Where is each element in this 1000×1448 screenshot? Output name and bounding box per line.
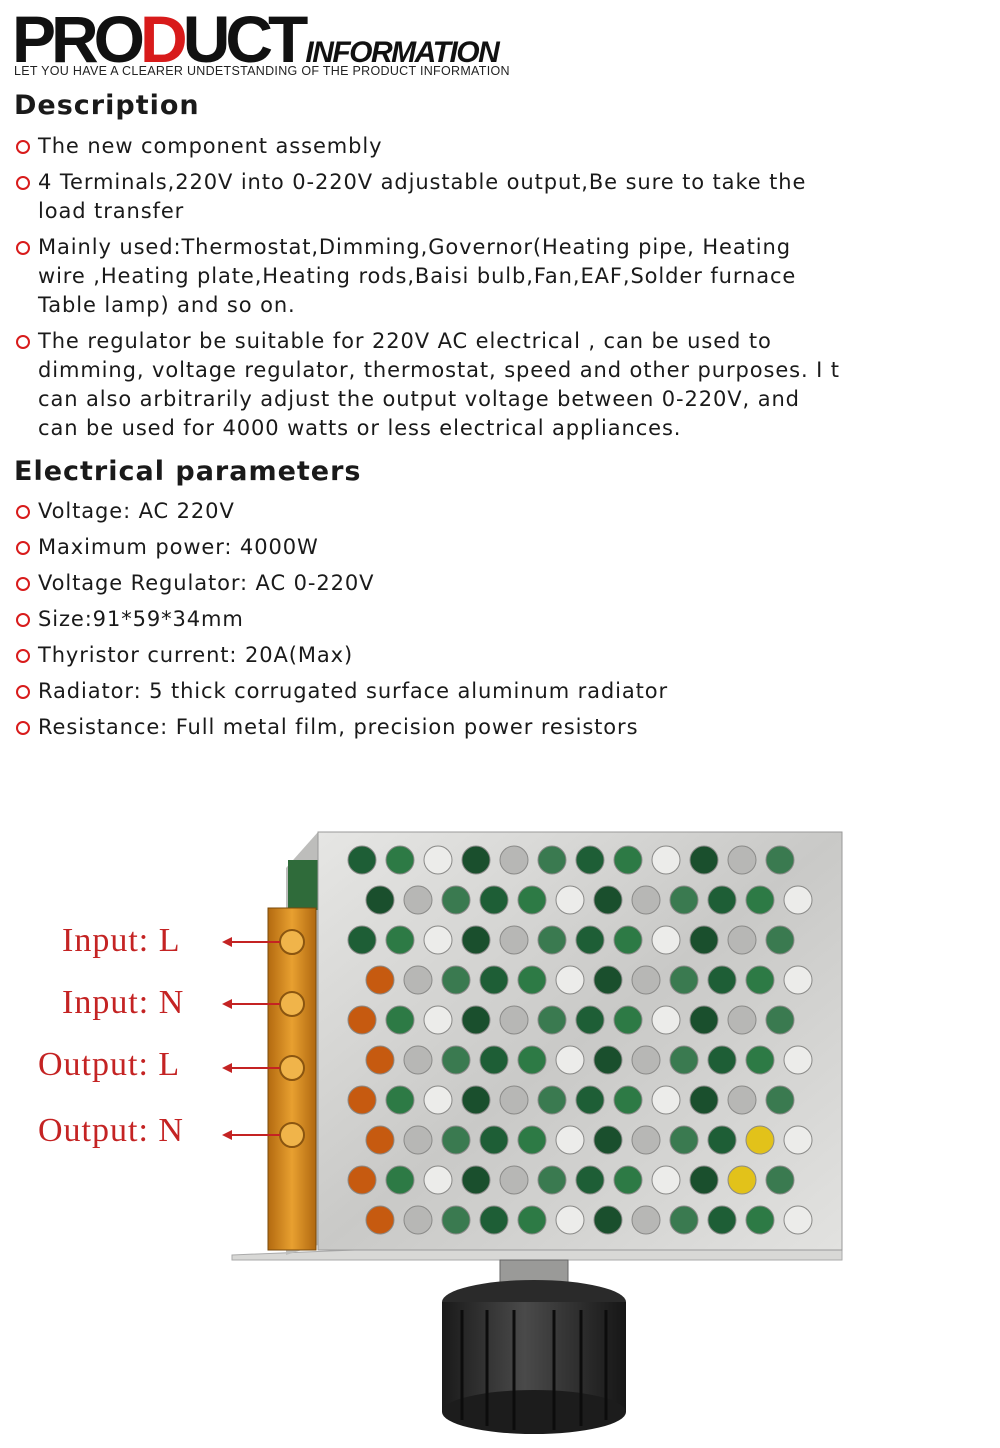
bullet-circle-icon xyxy=(16,505,30,519)
vent-hole xyxy=(404,1046,432,1074)
vent-hole xyxy=(576,846,604,874)
vent-hole xyxy=(690,1166,718,1194)
vent-hole xyxy=(366,1206,394,1234)
vent-hole xyxy=(518,886,546,914)
bullet-circle-icon xyxy=(16,140,30,154)
vent-hole xyxy=(652,926,680,954)
vent-hole xyxy=(480,1126,508,1154)
pcb-edge xyxy=(288,860,318,910)
bullet-circle-icon xyxy=(16,685,30,699)
vent-hole xyxy=(424,846,452,874)
vent-hole xyxy=(746,886,774,914)
description-item xyxy=(14,233,844,320)
terminal-screw xyxy=(280,992,304,1016)
knob-bottom xyxy=(442,1390,626,1434)
vent-hole xyxy=(766,926,794,954)
vent-hole xyxy=(746,1206,774,1234)
arrow-head-icon xyxy=(222,999,232,1009)
vent-hole xyxy=(348,846,376,874)
vent-hole xyxy=(670,886,698,914)
brand-subword: INFORMATION xyxy=(305,36,499,69)
vent-hole xyxy=(538,1086,566,1114)
vent-hole xyxy=(652,846,680,874)
description-item-text: Mainly used:Thermostat,Dimming,Governor(Heating pipe, Heating wire ,Heating plate,Heating rods,Baisi bulb,Fan,EAF,Solder furnace Table lamp) and so on. xyxy=(38,235,797,317)
terminal-label-output-n: Output: N xyxy=(38,1112,184,1149)
vent-hole xyxy=(442,1046,470,1074)
vent-hole xyxy=(614,1006,642,1034)
vent-hole xyxy=(614,926,642,954)
vent-hole xyxy=(518,1046,546,1074)
vent-hole xyxy=(670,1046,698,1074)
vent-hole xyxy=(652,1166,680,1194)
parameter-item xyxy=(14,713,844,742)
vent-hole xyxy=(462,1086,490,1114)
vent-hole xyxy=(462,926,490,954)
vent-hole xyxy=(404,1206,432,1234)
vent-hole xyxy=(386,1086,414,1114)
vent-hole xyxy=(708,1126,736,1154)
vent-hole xyxy=(500,926,528,954)
bullet-circle-icon xyxy=(16,649,30,663)
vent-hole xyxy=(500,1006,528,1034)
terminal-screw xyxy=(280,1056,304,1080)
bullet-circle-icon xyxy=(16,577,30,591)
vent-hole xyxy=(576,1006,604,1034)
vent-hole xyxy=(518,966,546,994)
vent-hole xyxy=(518,1206,546,1234)
vent-hole xyxy=(500,1166,528,1194)
vent-hole xyxy=(424,1166,452,1194)
vent-hole xyxy=(728,926,756,954)
parameter-item xyxy=(14,605,844,634)
vent-hole xyxy=(632,886,660,914)
vent-hole xyxy=(576,1166,604,1194)
vent-hole xyxy=(746,1126,774,1154)
vent-hole xyxy=(538,926,566,954)
arrow-head-icon xyxy=(222,1063,232,1073)
vent-hole xyxy=(632,1206,660,1234)
vent-hole xyxy=(366,1046,394,1074)
parameter-item-text: Thyristor current: 20A(Max) xyxy=(38,643,354,667)
vent-hole xyxy=(766,1006,794,1034)
vent-hole xyxy=(784,1126,812,1154)
description-item xyxy=(14,168,844,226)
vent-hole xyxy=(538,1006,566,1034)
parameter-item xyxy=(14,641,844,670)
product-image xyxy=(0,790,1000,1444)
parameter-item xyxy=(14,533,844,562)
product-info-header xyxy=(12,2,612,86)
vent-hole xyxy=(424,1086,452,1114)
vent-hole xyxy=(594,886,622,914)
vent-hole xyxy=(386,1166,414,1194)
vent-hole xyxy=(348,926,376,954)
vent-hole xyxy=(480,966,508,994)
vent-hole xyxy=(386,926,414,954)
terminal-label-output-l: Output: L xyxy=(38,1046,181,1083)
terminal-screw xyxy=(280,930,304,954)
arrow-head-icon xyxy=(222,937,232,947)
bullet-circle-icon xyxy=(16,541,30,555)
vent-hole xyxy=(614,1166,642,1194)
vent-hole xyxy=(690,846,718,874)
vent-hole xyxy=(708,886,736,914)
terminal-screw xyxy=(280,1123,304,1147)
vent-hole xyxy=(594,1206,622,1234)
vent-hole xyxy=(556,966,584,994)
vent-hole xyxy=(404,886,432,914)
vent-hole xyxy=(538,1166,566,1194)
vent-hole xyxy=(500,846,528,874)
vent-hole xyxy=(556,1126,584,1154)
vent-hole xyxy=(518,1126,546,1154)
vent-hole xyxy=(594,1046,622,1074)
vent-hole xyxy=(462,846,490,874)
vent-hole xyxy=(746,966,774,994)
description-item-text: The regulator be suitable for 220V AC electrical , can be used to dimming, voltage regulator, thermostat, speed and other purposes. I t can also arbitrarily adjust the output voltage between 0-220V, and can be used for 4000 watts or less electrical appliances. xyxy=(38,329,840,440)
vent-hole xyxy=(632,966,660,994)
vent-hole xyxy=(670,1206,698,1234)
vent-hole xyxy=(614,1086,642,1114)
vent-hole xyxy=(594,1126,622,1154)
vent-hole xyxy=(386,846,414,874)
vent-hole xyxy=(366,1126,394,1154)
bullet-circle-icon xyxy=(16,241,30,255)
vent-hole xyxy=(538,846,566,874)
vent-hole xyxy=(480,1206,508,1234)
parameter-item-text: Voltage: AC 220V xyxy=(38,499,235,523)
bullet-circle-icon xyxy=(16,613,30,627)
vent-hole xyxy=(708,1206,736,1234)
terminal-label-input-n: Input: N xyxy=(62,984,185,1021)
parameter-item-text: Voltage Regulator: AC 0-220V xyxy=(38,571,375,595)
vent-hole xyxy=(366,966,394,994)
vent-hole xyxy=(670,966,698,994)
vent-hole xyxy=(784,886,812,914)
vent-hole xyxy=(424,1006,452,1034)
vent-hole xyxy=(424,926,452,954)
parameter-item-text: Maximum power: 4000W xyxy=(38,535,319,559)
parameters-list xyxy=(14,497,844,749)
vent-hole xyxy=(746,1046,774,1074)
vent-hole xyxy=(442,1206,470,1234)
vent-hole xyxy=(652,1086,680,1114)
vent-hole xyxy=(670,1126,698,1154)
vent-hole xyxy=(404,966,432,994)
description-item-text: The new component assembly xyxy=(38,134,383,158)
parameter-item xyxy=(14,497,844,526)
vent-hole xyxy=(442,1126,470,1154)
description-item xyxy=(14,327,844,443)
vent-hole xyxy=(594,966,622,994)
vent-hole xyxy=(576,926,604,954)
vent-hole xyxy=(442,886,470,914)
description-list xyxy=(14,132,844,450)
vent-hole xyxy=(690,926,718,954)
description-item xyxy=(14,132,844,161)
brand-accent-letter: D xyxy=(140,2,183,76)
vent-hole xyxy=(366,886,394,914)
vent-hole xyxy=(728,1006,756,1034)
description-item-text: 4 Terminals,220V into 0-220V adjustable output,Be sure to take the load transfer xyxy=(38,170,807,223)
vent-hole xyxy=(556,886,584,914)
vent-hole xyxy=(652,1006,680,1034)
vent-hole xyxy=(632,1046,660,1074)
bullet-circle-icon xyxy=(16,335,30,349)
parameter-item-text: Size:91*59*34mm xyxy=(38,607,244,631)
vent-hole xyxy=(708,966,736,994)
parameter-item xyxy=(14,677,844,706)
vent-hole xyxy=(348,1166,376,1194)
vent-hole xyxy=(348,1006,376,1034)
vent-hole xyxy=(556,1046,584,1074)
vent-hole xyxy=(480,886,508,914)
bullet-circle-icon xyxy=(16,176,30,190)
description-heading: Description xyxy=(14,90,200,121)
vent-hole xyxy=(784,966,812,994)
vent-hole xyxy=(576,1086,604,1114)
vent-hole xyxy=(690,1086,718,1114)
vent-hole xyxy=(480,1046,508,1074)
vent-hole xyxy=(766,1166,794,1194)
terminal-label-input-l: Input: L xyxy=(62,922,181,959)
header-tagline: LET YOU HAVE A CLEARER UNDETSTANDING OF THE PRODUCT INFORMATION xyxy=(14,64,510,78)
vent-hole xyxy=(500,1086,528,1114)
vent-hole xyxy=(728,846,756,874)
parameter-item-text: Resistance: Full metal film, precision power resistors xyxy=(38,715,639,739)
bullet-circle-icon xyxy=(16,721,30,735)
vent-hole xyxy=(766,1086,794,1114)
arrow-head-icon xyxy=(222,1130,232,1140)
brand-word: PRODUCT xyxy=(12,2,304,76)
vent-hole xyxy=(404,1126,432,1154)
vent-hole xyxy=(632,1126,660,1154)
parameters-heading: Electrical parameters xyxy=(14,456,362,487)
vent-hole xyxy=(348,1086,376,1114)
vent-hole xyxy=(556,1206,584,1234)
vent-hole xyxy=(442,966,470,994)
vent-hole xyxy=(690,1006,718,1034)
vent-hole xyxy=(728,1086,756,1114)
vent-hole xyxy=(766,846,794,874)
vent-hole xyxy=(784,1046,812,1074)
vent-hole xyxy=(708,1046,736,1074)
brand-title xyxy=(12,2,499,76)
vent-hole xyxy=(462,1166,490,1194)
vent-hole xyxy=(728,1166,756,1194)
vent-hole xyxy=(386,1006,414,1034)
vent-hole xyxy=(614,846,642,874)
vent-hole xyxy=(462,1006,490,1034)
parameter-item-text: Radiator: 5 thick corrugated surface aluminum radiator xyxy=(38,679,669,703)
vent-hole xyxy=(784,1206,812,1234)
parameter-item xyxy=(14,569,844,598)
